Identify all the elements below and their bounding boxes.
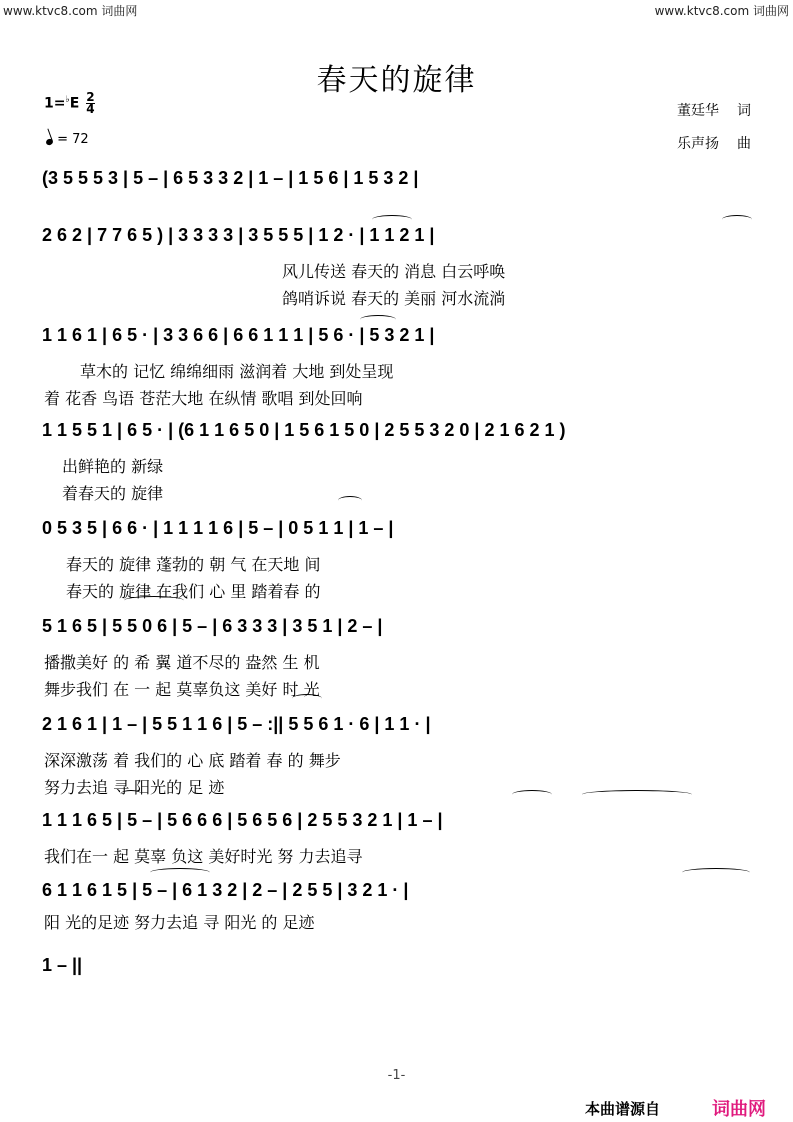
composer-credit: [677, 133, 751, 153]
key-signature: [44, 92, 95, 115]
time-top: 2: [86, 90, 95, 104]
lyric-verse-1: 春天的 旋律 蓬勃的 朝 气 在天地 间: [66, 555, 321, 574]
notation: (3 5 5 5 3 | 5 – | 6 5 3 3 2 | 1 – | 1 5 6 | 1 5 3 2 |: [42, 168, 419, 188]
lyric-verse-1: 风儿传送 春天的 消息 白云呼唤: [282, 262, 506, 281]
tie: [372, 215, 412, 224]
site-logo[interactable]: 词曲网: [712, 1099, 766, 1120]
lyricist-name: 董廷华: [677, 103, 719, 119]
tie: [360, 315, 396, 324]
score-row-5: [42, 508, 750, 601]
notation: 1 1 6 1 | 6 5 · | 3 3 6 6 | 6 6 1 1 1 | 5 6 · | 5 3 2 1 |: [42, 325, 435, 345]
composer-role: 曲: [737, 136, 751, 152]
lyric-verse-1: 草木的 记忆 绵绵细雨 滋润着 大地 到处呈现: [80, 362, 394, 381]
lyric-verse-2: 春天的 旋律 在我们 心 里 踏着春 的: [66, 582, 321, 601]
tie: [150, 868, 210, 877]
tempo-value: = 72: [57, 132, 89, 147]
notation: 5 1 6 5 | 5 5 0 6 | 5 – | 6 3 3 3 | 3 5 1 | 2 – |: [42, 616, 383, 636]
score-row-4: [42, 410, 750, 503]
tie: [722, 215, 752, 224]
notation: 0 5 3 5 | 6 6 · | 1 1 1 1 6 | 5 – | 0 5 1 1 | 1 – |: [42, 518, 394, 538]
lyric-verse-1: 出鲜艳的 新绿: [62, 457, 164, 476]
lyric-verse-2: 鸽哨诉说 春天的 美丽 河水流淌: [282, 289, 506, 308]
key-note: E: [69, 95, 80, 112]
lyric-verse-1: 阳 光的足迹 努力去追 寻 阳光 的 足迹: [44, 913, 315, 932]
time-bottom: 4: [86, 102, 95, 116]
lyric-verse-2: 努力去追 寻 阳光的 足 迹: [44, 778, 225, 797]
score-row-7: [42, 704, 750, 797]
quarter-note-icon: [45, 138, 54, 146]
flat-sign: ♭: [65, 94, 70, 105]
tie: [512, 790, 552, 799]
watermark-right: www.ktvc8.com 词曲网: [654, 4, 789, 18]
lyricist-credit: [677, 100, 751, 120]
tie: [124, 596, 184, 605]
lyric-verse-1: 播撒美好 的 希 翼 道不尽的 盎然 生 机: [44, 653, 320, 672]
notation: 2 6 2 | 7 7 6 5 ) | 3 3 3 3 | 3 5 5 5 | 1 2 · | 1 1 2 1 |: [42, 225, 435, 245]
lyric-verse-1: 深深激荡 着 我们的 心 底 踏着 春 的 舞步: [44, 751, 341, 770]
score-row-10: [42, 945, 750, 1035]
tempo-marking: [46, 132, 89, 147]
source-label: 本曲谱源自: [585, 1100, 661, 1118]
time-signature: [86, 92, 94, 115]
lyricist-role: 词: [737, 103, 751, 119]
tie: [338, 496, 362, 505]
key-prefix: 1=: [44, 95, 66, 112]
watermark-left: www.ktvc8.com 词曲网: [3, 4, 138, 18]
lyric-verse-2: 着春天的 旋律: [62, 484, 164, 503]
lyric-verse-1: 我们在一 起 莫辜 负这 美好时光 努 力去追寻: [44, 847, 363, 866]
notation: 6 1 1 6 1 5 | 5 – | 6 1 3 2 | 2 – | 2 5 5 | 3 2 1 · |: [42, 880, 409, 900]
notation: 1 1 1 6 5 | 5 – | 5 6 6 6 | 5 6 5 6 | 2 5 5 3 2 1 | 1 – |: [42, 810, 443, 830]
tie: [120, 790, 142, 799]
score-row-3: [42, 315, 750, 408]
page-number: -1-: [387, 1068, 406, 1083]
notation: 2 1 6 1 | 1 – | 5 5 1 1 6 | 5 – :|| 5 5 6 1 · 6 | 1 1 · |: [42, 714, 431, 734]
tie: [582, 790, 692, 799]
notation: 1 1 5 5 1 | 6 5 · | (6 1 1 6 5 0 | 1 5 6 1 5 0 | 2 5 5 3 2 0 | 2 1 6 2 1 ): [42, 420, 566, 440]
tie: [292, 694, 322, 703]
score-row-2: [42, 215, 750, 308]
composer-name: 乐声扬: [677, 136, 719, 152]
song-title: 春天的旋律: [316, 63, 477, 98]
score-row-6: [42, 606, 750, 699]
tie: [682, 868, 750, 877]
notation: 1 – ||: [42, 955, 83, 975]
lyric-verse-2: 着 花香 鸟语 苍茫大地 在纵情 歌唱 到处回响: [44, 389, 363, 408]
lyric-verse-2: 舞步我们 在 一 起 莫辜负这 美好 时 光: [44, 680, 320, 699]
